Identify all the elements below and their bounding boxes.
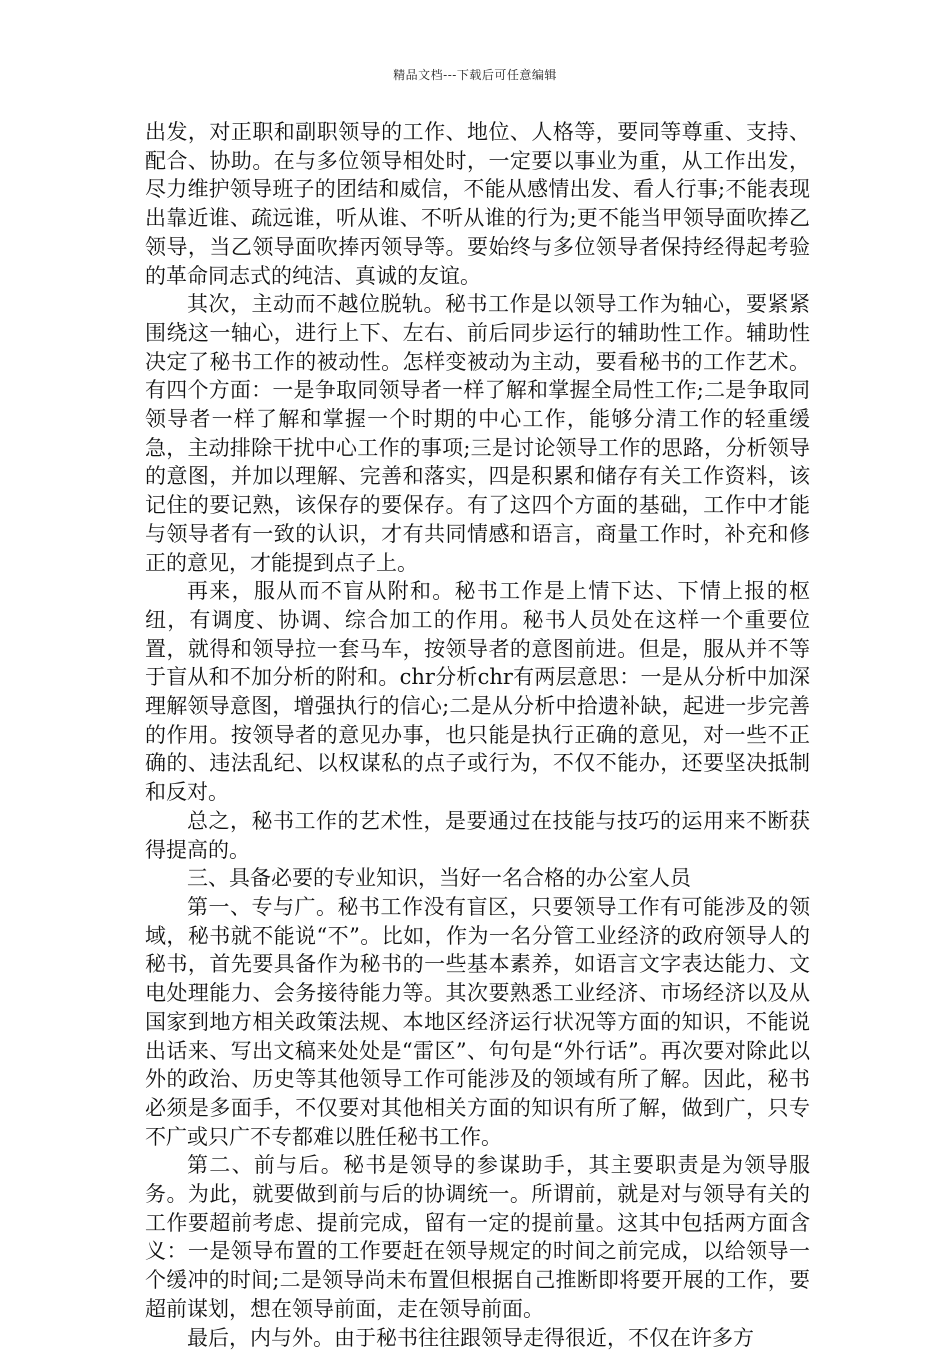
paragraph-first-specialty: 第一、专与广。秘书工作没有盲区，只要领导工作有可能涉及的领域，秘书就不能说“不”。比如，作为一名分管工业经济的政府领导人的秘书，首先要具备作为秘书的一些基本素养，如语言文字表达能力、文电处理能力、会务接待能力等。其次要熟悉工业经济、市场经济以及从国家到地方相关政策法规、本地区经济运行状况等方面的知识，不能说出话来、写出文稿来处处是“雷区”、句句是“外行话”。再次要对除此以外的政治、历史等其他领导工作可能涉及的领域有所了解。因此，秘书必须是多面手，不仅要对其他相关方面的知识有所了解，做到广，只专不广或只广不专都难以胜任秘书工作。 (145, 894, 810, 1149)
page-header: 精品文档---下载后可任意编辑 (393, 68, 557, 82)
paragraph-summary: 总之，秘书工作的艺术性，是要通过在技能与技巧的运用来不断获得提高的。 (145, 808, 810, 862)
paragraph-secondly: 其次，主动而不越位脱轨。秘书工作是以领导工作为轴心，要紧紧围绕这一轴心，进行上下、左右、前后同步运行的辅助性工作。辅助性决定了秘书工作的被动性。怎样变被动为主动，要看秘书的工作艺术。有四个方面：一是争取同领导者一样了解和掌握全局性工作;二是争取同领导者一样了解和掌握一个时期的中心工作，能够分清工作的轻重缓急，主动排除干扰中心工作的事项;三是讨论领导工作的思路，分析领导的意图，并加以理解、完善和落实，四是积累和储存有关工作资料，该记住的要记熟，该保存的要保存。有了这四个方面的基础，工作中才能与领导者有一致的认识，才有共同情感和语言，商量工作时，补充和修正的意见，才能提到点子上。 (145, 292, 810, 575)
paragraph-continuation: 出发，对正职和副职领导的工作、地位、人格等，要同等尊重、支持、配合、协助。在与多位领导相处时，一定要以事业为重，从工作出发，尽力维护领导班子的团结和威信，不能从感情出发、看人行事;不能表现出靠近谁、疏远谁，听从谁、不听从谁的行为;更不能当甲领导面吹捧乙领导，当乙领导面吹捧丙领导等。要始终与多位领导者保持经得起考验的革命同志式的纯洁、真诚的友谊。 (145, 120, 810, 288)
document-body (145, 118, 810, 1352)
paragraph-second-front-back: 第二、前与后。秘书是领导的参谋助手，其主要职责是为领导服务。为此，就要做到前与后的协调统一。所谓前，就是对与领导有关的工作要超前考虑、提前完成，留有一定的提前量。这其中包括两方面含义：一是领导布置的工作要赶在领导规定的时间之前完成，以给领导一个缓冲的时间;二是领导尚未布置但根据自己推断即将要开展的工作，要超前谋划，想在领导前面，走在领导前面。 (145, 1153, 810, 1321)
section-heading-three: 三、具备必要的专业知识，当好一名合格的办公室人员 (187, 866, 691, 891)
paragraph-last-inside-outside: 最后，内与外。由于秘书往往跟领导走得很近，不仅在许多方 (187, 1325, 754, 1350)
paragraph-again: 再来，服从而不盲从附和。秘书工作是上情下达、下情上报的枢纽，有调度、协调、综合加工的作用。秘书人员处在这样一个重要位置，就得和领导拉一套马车，按领导者的意图前进。但是，服从并不等于盲从和不加分析的附和。chr分析chr有两层意思：一是从分析中加深理解领导意图，增强执行的信心;二是从分析中拾遗补缺，起进一步完善的作用。按领导者的意见办事，也只能是执行正确的意见，对一些不正确的、违法乱纪、以权谋私的点子或行为，不仅不能办，还要坚决抵制和反对。 (145, 579, 810, 805)
